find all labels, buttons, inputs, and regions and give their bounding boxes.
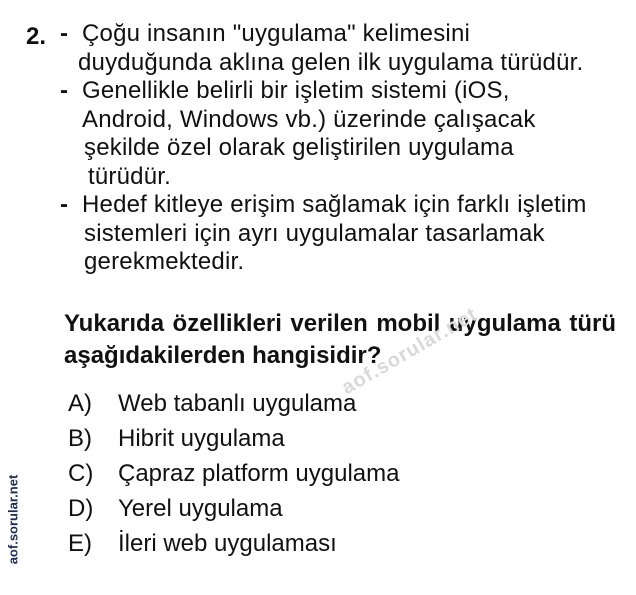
question-stem bbox=[60, 20, 620, 277]
option-letter: B) bbox=[68, 425, 92, 452]
option-letter: D) bbox=[68, 495, 94, 522]
question-prompt: Yukarıda özellikleri verilen mobil uygulama türü aşağıdakilerden hangisidir? bbox=[64, 310, 616, 369]
question-number: 2. bbox=[26, 23, 47, 50]
option-text: İleri web uygulaması bbox=[118, 530, 337, 557]
bullet-dash: - bbox=[60, 191, 69, 218]
watermark-side: aof.sorular.net bbox=[5, 474, 21, 565]
option-d[interactable] bbox=[68, 491, 399, 526]
option-letter: E) bbox=[68, 530, 92, 557]
option-letter: A) bbox=[68, 390, 92, 417]
option-text: Çapraz platform uygulama bbox=[118, 460, 400, 487]
bullet-dash: - bbox=[60, 77, 69, 104]
bullet-3 bbox=[60, 191, 620, 277]
bullet-text: Çoğu insanın "uygulama" kelimesini bbox=[82, 20, 471, 47]
option-text: Yerel uygulama bbox=[118, 495, 283, 522]
bullet-text: Genellikle belirli bir işletim sistemi (iOS, bbox=[82, 77, 510, 104]
bullet-text: Hedef kitleye erişim sağlamak için farklı işletim bbox=[82, 191, 587, 218]
bullet-dash: - bbox=[60, 20, 69, 47]
option-c[interactable] bbox=[68, 456, 399, 491]
bullet-line: şekilde özel olarak geliştirilen uygulama bbox=[84, 134, 514, 161]
bullet-line bbox=[60, 191, 620, 220]
bullet-line: türüdür. bbox=[88, 162, 171, 190]
bullet-line bbox=[60, 20, 620, 49]
option-text: Web tabanlı uygulama bbox=[118, 390, 357, 417]
bullet-1 bbox=[60, 20, 620, 77]
watermark-diagonal: aof.sorular.net bbox=[338, 303, 482, 400]
bullet-line: duyduğunda aklına gelen ilk uygulama türüdür. bbox=[78, 48, 584, 76]
bullet-line: sistemleri için ayrı uygulamalar tasarlamak bbox=[84, 219, 545, 247]
option-e[interactable] bbox=[68, 526, 399, 561]
bullet-line bbox=[60, 77, 620, 106]
answer-options bbox=[68, 386, 399, 561]
bullet-2 bbox=[60, 77, 620, 191]
bullet-line: gerekmektedir. bbox=[84, 248, 245, 275]
option-text: Hibrit uygulama bbox=[118, 425, 285, 452]
option-b[interactable] bbox=[68, 421, 399, 456]
bullet-line: Android, Windows vb.) üzerinde çalışacak bbox=[82, 105, 536, 133]
option-letter: C) bbox=[68, 460, 94, 487]
